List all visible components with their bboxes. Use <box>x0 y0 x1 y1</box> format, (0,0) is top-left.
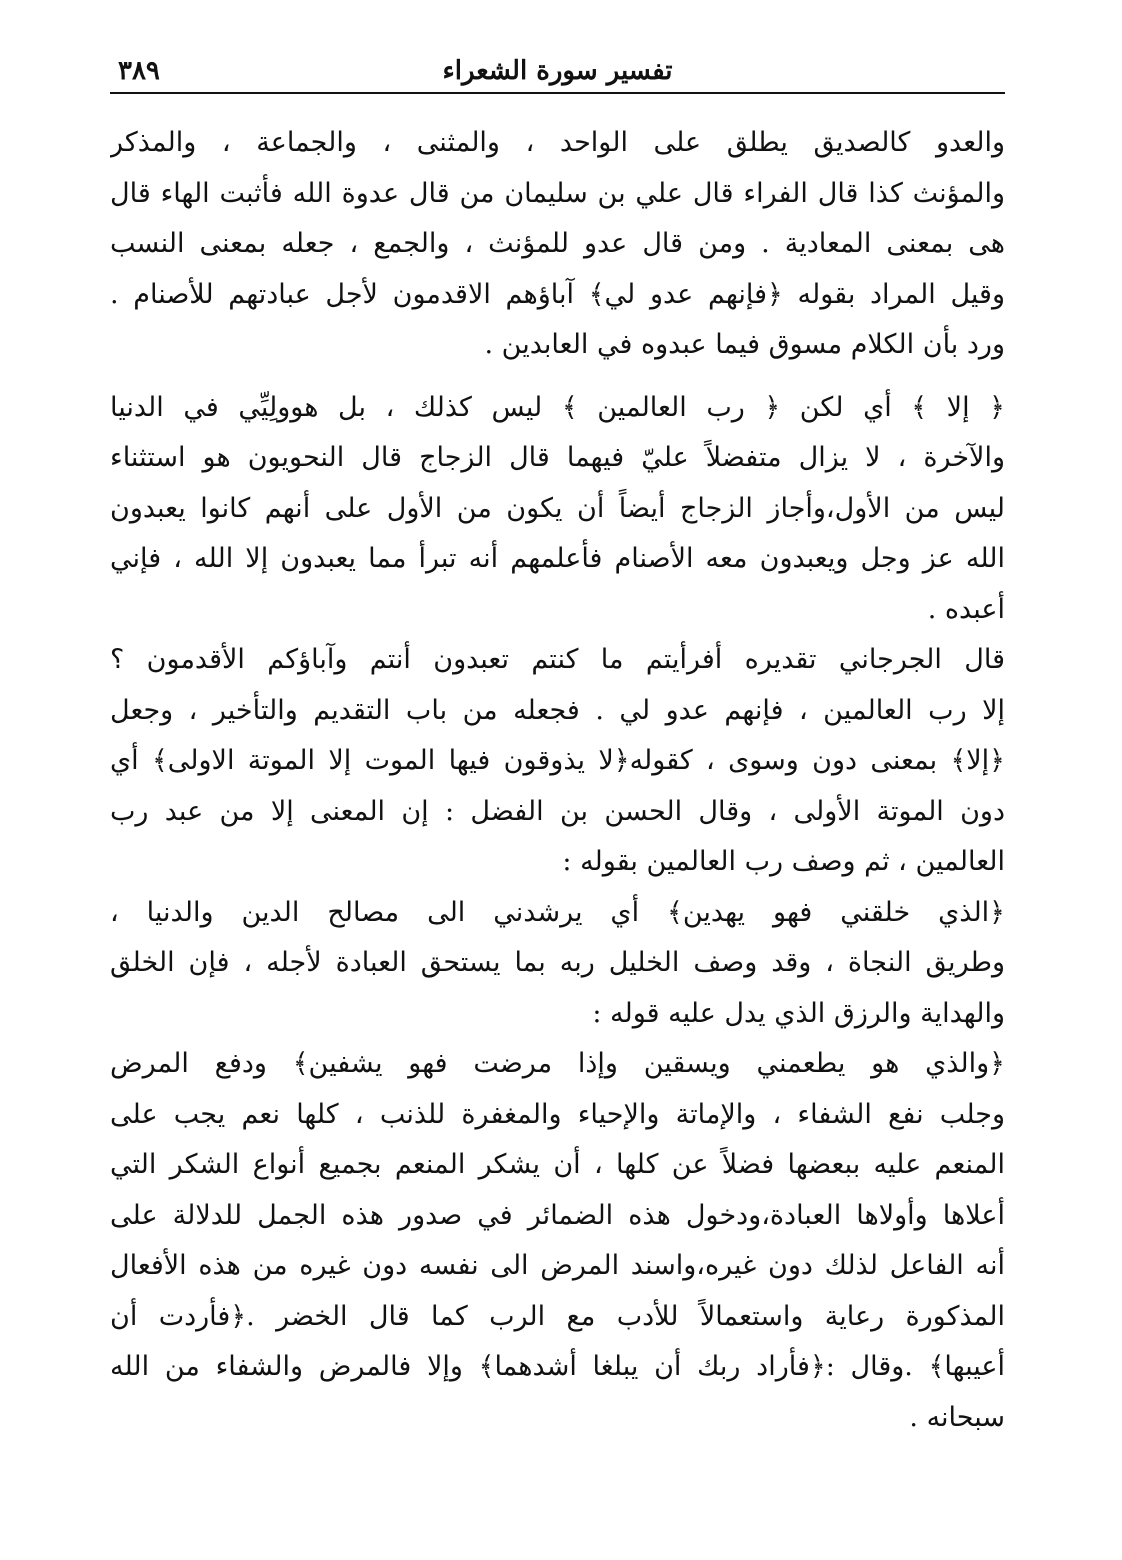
page-header <box>110 52 1005 94</box>
text-line: أعيبها﴾ .وقال :﴿فأراد ربك أن يبلغا أشدهما﴾ وإلا فالمرض والشفاء من الله <box>110 1351 1005 1382</box>
paragraph <box>110 383 1005 636</box>
text-line: الله عز وجل ويعبدون معه الأصنام فأعلمهم أنه تبرأ مما يعبدون إلا الله ، فإني <box>110 543 1005 574</box>
running-title: تفسير سورة الشعراء <box>442 56 673 86</box>
page-number: ٣٨٩ <box>118 56 160 86</box>
text-line: ﴿والذي هو يطعمني ويسقين وإذا مرضت فهو يشفين﴾ ودفع المرض <box>110 1048 1005 1079</box>
text-line: قال الجرجاني تقديره أفرأيتم ما كنتم تعبدون أنتم وآباؤكم الأقدمون ؟ <box>110 644 1005 675</box>
text-line: وقيل المراد بقوله ﴿فإنهم عدو لي﴾ آباؤهم الاقدمون لأجل عبادتهم للأصنام . <box>110 278 1005 310</box>
text-line: المذكورة رعاية واستعمالاً للأدب مع الرب كما قال الخضر .﴿فأردت أن <box>110 1300 1005 1332</box>
text-line: أعبده . <box>927 593 1005 625</box>
text-line: ﴿إلا﴾ بمعنى دون وسوى ، كقوله﴿لا يذوقون فيها الموت إلا الموتة الاولى﴾ أي <box>110 745 1005 776</box>
text-line: ليس من الأول،وأجاز الزجاج أيضاً أن يكون من الأول على أنهم كانوا يعبدون <box>110 492 1005 524</box>
text-line: هى بمعنى المعادية . ومن قال عدو للمؤنث ، والجمع ، جعله بمعنى النسب <box>110 228 1005 259</box>
text-line: العالمين ، ثم وصف رب العالمين بقوله : <box>562 846 1005 877</box>
text-line: أعلاها وأولاها العبادة،ودخول هذه الضمائر في صدور هذه الجمل للدلالة على <box>110 1199 1005 1231</box>
text-line: والهداية والرزق الذي يدل عليه قوله : <box>592 997 1005 1029</box>
paragraph <box>110 888 1005 1040</box>
text-line: سبحانه . <box>909 1401 1005 1433</box>
paragraph <box>110 118 1005 371</box>
text-line: دون الموتة الأولى ، وقال الحسن بن الفضل : إن المعنى إلا من عبد رب <box>110 795 1005 827</box>
body-text <box>110 118 1005 1443</box>
text-line: إلا رب العالمين ، فإنهم عدو لي . فجعله من باب التقديم والتأخير ، وجعل <box>110 694 1005 726</box>
text-line: ﴿الذي خلقني فهو يهدين﴾ أي يرشدني الى مصالح الدين والدنيا ، <box>110 896 1005 928</box>
text-line: المنعم عليه ببعضها فضلاً عن كلها ، أن يشكر المنعم بجميع أنواع الشكر التي <box>110 1149 1005 1180</box>
text-line: ﴿ إلا ﴾ أي لكن ﴿ رب العالمين ﴾ ليس كذلك ، بل هوولِيِّي في الدنيا <box>110 391 1005 423</box>
text-line: والآخرة ، لا يزال متفضلاً عليّ فيهما قال الزجاج قال النحويون هو استثناء <box>110 442 1005 473</box>
text-line: ورد بأن الكلام مسوق فيما عبدوه في العابدين . <box>484 329 1005 360</box>
text-line: والمؤنث كذا قال الفراء قال علي بن سليمان من قال عدوة الله فأثبت الهاء قال <box>110 177 1005 209</box>
text-line: وطريق النجاة ، وقد وصف الخليل ربه بما يستحق العبادة لأجله ، فإن الخلق <box>110 947 1005 978</box>
paragraph <box>110 1039 1005 1443</box>
text-line: والعدو كالصديق يطلق على الواحد ، والمثنى ، والجماعة ، والمذكر <box>110 127 1005 158</box>
text-line: وجلب نفع الشفاء ، والإماتة والإحياء والمغفرة للذنب ، كلها نعم يجب على <box>110 1098 1005 1130</box>
text-line: أنه الفاعل لذلك دون غيره،واسند المرض الى نفسه دون غيره من هذه الأفعال <box>110 1250 1005 1281</box>
paragraph <box>110 635 1005 888</box>
